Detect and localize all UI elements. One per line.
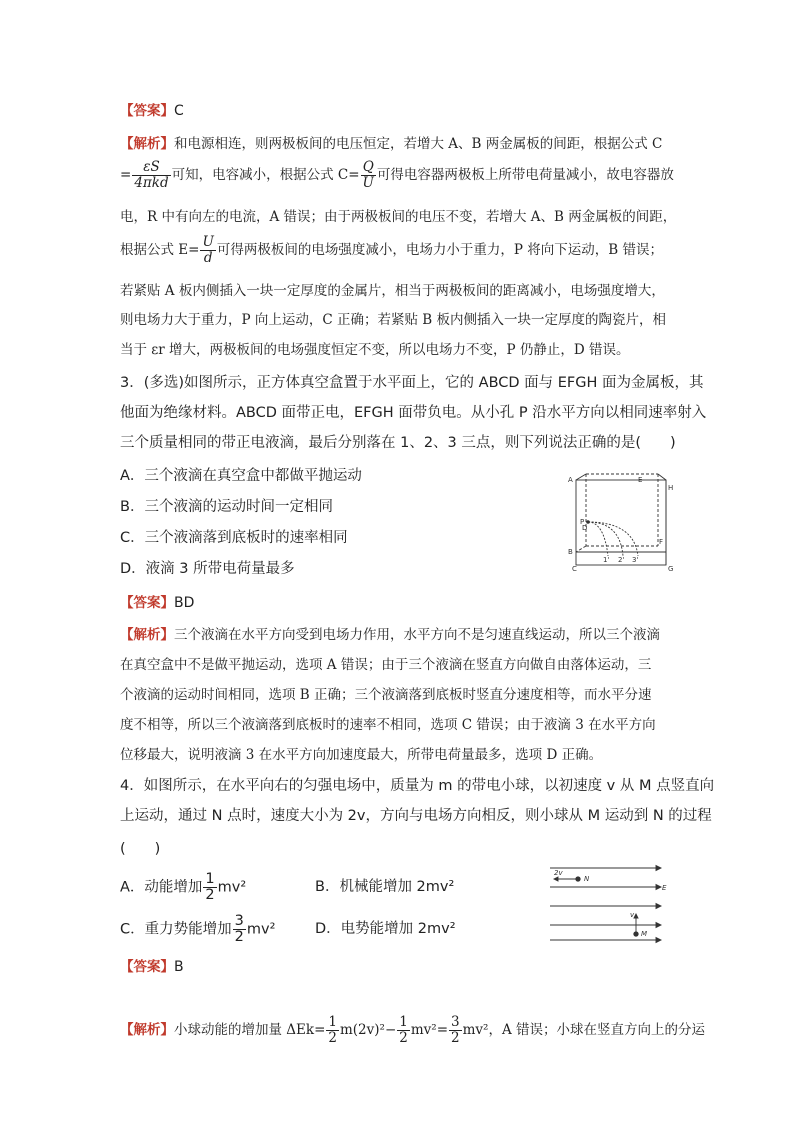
label-f: F xyxy=(659,538,664,546)
fraction-numerator: 1 xyxy=(205,871,215,887)
label-2: 2' xyxy=(618,556,625,564)
q4-option-b: B．机械能增加 2mv² xyxy=(315,879,455,895)
fraction-denominator: 2 xyxy=(451,1030,460,1046)
fraction-denominator: 2 xyxy=(328,1030,337,1046)
label-m: M xyxy=(641,930,648,938)
q4-stem-line-1: 4．如图所示，在水平向右的匀强电场中，质量为 m 的带电小球，以初速度 v 从 M 点竖直向 xyxy=(120,778,715,794)
analysis-text: 和电源相连，则两极板间的电压恒定，若增大 A、B 两金属板的间距，根据公式 C xyxy=(174,136,663,152)
option-text: A．动能增加 xyxy=(120,879,203,896)
q2-answer-line xyxy=(120,101,184,121)
q3-stem-line-1: 3．(多选)如图所示，正方体真空盒置于水平面上，它的 ABCD 面与 EFGH 面为金属板，其 xyxy=(120,375,704,391)
trajectory-2 xyxy=(588,522,623,556)
fraction xyxy=(203,872,216,903)
label-h: H xyxy=(668,484,674,492)
analysis-text: = xyxy=(120,167,132,183)
analysis-text: 可得电容器两极板上所带电荷量减小，故电容器放 xyxy=(376,167,674,183)
fraction xyxy=(397,1015,410,1046)
point-m xyxy=(634,932,638,936)
label-v: v xyxy=(630,911,635,919)
fraction xyxy=(233,914,246,945)
label-n: N xyxy=(584,875,590,883)
fraction-numerator: U xyxy=(202,234,214,250)
fraction xyxy=(326,1015,339,1046)
analysis-text: 三个液滴在水平方向受到电场力作用，水平方向不是匀速直线运动，所以三个液滴 xyxy=(174,627,660,643)
fraction-denominator: 2 xyxy=(399,1030,408,1046)
q3-analysis-line-3: 个液滴的运动时间相同，选项 B 正确；三个液滴落到底板时竖直分速度相等，而水平分速 xyxy=(120,687,652,703)
analysis-text: 可知，电容减小，根据公式 C= xyxy=(171,167,360,183)
answer-tag: 【答案】 xyxy=(120,595,174,611)
q2-analysis-line-4 xyxy=(120,233,663,267)
option-text: mv² xyxy=(217,879,247,896)
q4-option-a xyxy=(120,872,246,903)
q2-analysis-line-1 xyxy=(120,134,662,154)
answer-tag: 【答案】 xyxy=(120,103,174,119)
option-text: C．重力势能增加 xyxy=(120,921,232,938)
fraction-denominator: U xyxy=(362,175,374,191)
q3-option-a: A．三个液滴在真空盒中都做平抛运动 xyxy=(120,468,362,484)
fraction-numerator: 3 xyxy=(451,1014,460,1030)
fraction-numerator: 3 xyxy=(234,913,244,929)
analysis-tag: 【解析】 xyxy=(120,627,174,643)
fraction xyxy=(449,1015,462,1046)
fraction-numerator: Q xyxy=(361,160,376,176)
fraction-denominator: 2 xyxy=(234,929,244,945)
analysis-tag: 【解析】 xyxy=(120,1022,174,1038)
option-text: mv² xyxy=(246,921,276,938)
answer-value: B xyxy=(174,959,184,975)
q3-analysis-line-2: 在真空盒中不是做平抛运动，选项 A 错误；由于三个液滴在竖直方向做自由落体运动，三 xyxy=(120,657,652,673)
fraction-numerator: εS xyxy=(132,160,170,176)
label-g: G xyxy=(668,565,674,573)
label-e: E xyxy=(662,884,667,892)
q3-option-c: C．三个液滴落到底板时的速率相同 xyxy=(120,530,348,546)
point-n xyxy=(576,877,580,881)
q2-analysis-line-3: 电，R 中有向左的电流，A 错误；由于两极板间的电压不变，若增大 A、B 两金属板的间距， xyxy=(120,209,677,225)
q3-option-b: B．三个液滴的运动时间一定相同 xyxy=(120,499,333,515)
analysis-text: 可得两极板间的电场强度减小，电场力小于重力，P 将向下运动，B 错误； xyxy=(216,242,663,258)
answer-value: BD xyxy=(174,595,195,611)
fraction-denominator: 2 xyxy=(205,887,215,903)
fraction-numerator: 1 xyxy=(328,1014,337,1030)
label-b: B xyxy=(568,548,573,556)
cube-diagram xyxy=(560,474,672,574)
analysis-text: 小球动能的增加量 ΔEk= xyxy=(174,1022,326,1038)
q4-option-d: D．电势能增加 2mv² xyxy=(315,921,456,937)
fraction-denominator: 4πkd xyxy=(134,175,169,191)
analysis-text: mv²，A 错误；小球在竖直方向上的分运 xyxy=(462,1022,705,1038)
label-3: 3' xyxy=(632,556,639,564)
answer-value: C xyxy=(174,103,184,119)
fraction xyxy=(361,160,376,191)
label-d: D xyxy=(582,524,588,532)
label-2v: 2v xyxy=(554,869,563,877)
q3-analysis-line-5: 位移最大，说明液滴 3 在水平方向加速度最大，所带电荷量最多，选项 D 正确。 xyxy=(120,747,603,763)
analysis-text: mv²= xyxy=(410,1022,449,1038)
label-c: C xyxy=(572,565,577,573)
q2-analysis-line-6: 则电场力大于重力，P 向上运动，C 正确；若紧贴 B 板内侧插入一块一定厚度的陶瓷片，相 xyxy=(120,312,666,328)
answer-tag: 【答案】 xyxy=(120,959,174,975)
q3-stem-line-2: 他面为绝缘材料。ABCD 面带正电，EFGH 面带负电。从小孔 P 沿水平方向以相同速率射入 xyxy=(120,405,707,421)
fraction-denominator: d xyxy=(203,250,213,266)
label-a: A xyxy=(568,476,573,484)
field-diagram xyxy=(548,862,668,944)
q3-stem-line-3: 三个质量相同的带正电液滴，最后分别落在 1、2、3 三点，则下列说法正确的是( ) xyxy=(120,435,676,451)
label-p: P xyxy=(580,518,585,526)
analysis-tag: 【解析】 xyxy=(120,136,174,152)
label-1: 1' xyxy=(603,556,610,564)
q4-stem-line-3: ( ) xyxy=(120,841,161,857)
fraction-numerator: 1 xyxy=(399,1014,408,1030)
q4-option-c xyxy=(120,914,275,945)
q3-answer-line xyxy=(120,593,194,613)
q2-analysis-line-5: 若紧贴 A 板内侧插入一块一定厚度的金属片，相当于两极板间的距离减小，电场强度增大， xyxy=(120,283,665,299)
q4-stem-line-2: 上运动，通过 N 点时，速度大小为 2v，方向与电场方向相反，则小球从 M 运动到 N 的过程 xyxy=(120,808,712,824)
q3-option-d: D．液滴 3 所带电荷量最多 xyxy=(120,561,295,577)
q2-analysis-line-7: 当于 εr 增大，两极板间的电场强度恒定不变，所以电场力不变，P 仍静止，D 错误。 xyxy=(120,342,630,358)
q3-analysis-line-4: 度不相等，所以三个液滴落到底板时的速率不相同，选项 C 错误；由于液滴 3 在水平方向 xyxy=(120,717,656,733)
q3-analysis-line-1 xyxy=(120,625,660,645)
label-e: E xyxy=(638,476,643,484)
trajectory-1 xyxy=(588,522,608,556)
q4-answer-line xyxy=(120,957,184,977)
q4-analysis-line-1 xyxy=(120,1013,705,1047)
trajectory-3 xyxy=(588,522,638,556)
fraction xyxy=(200,235,215,266)
fraction xyxy=(132,160,170,191)
q2-analysis-line-2 xyxy=(120,158,674,192)
analysis-text: m(2v)²− xyxy=(339,1022,397,1038)
analysis-text: 根据公式 E= xyxy=(120,242,200,258)
